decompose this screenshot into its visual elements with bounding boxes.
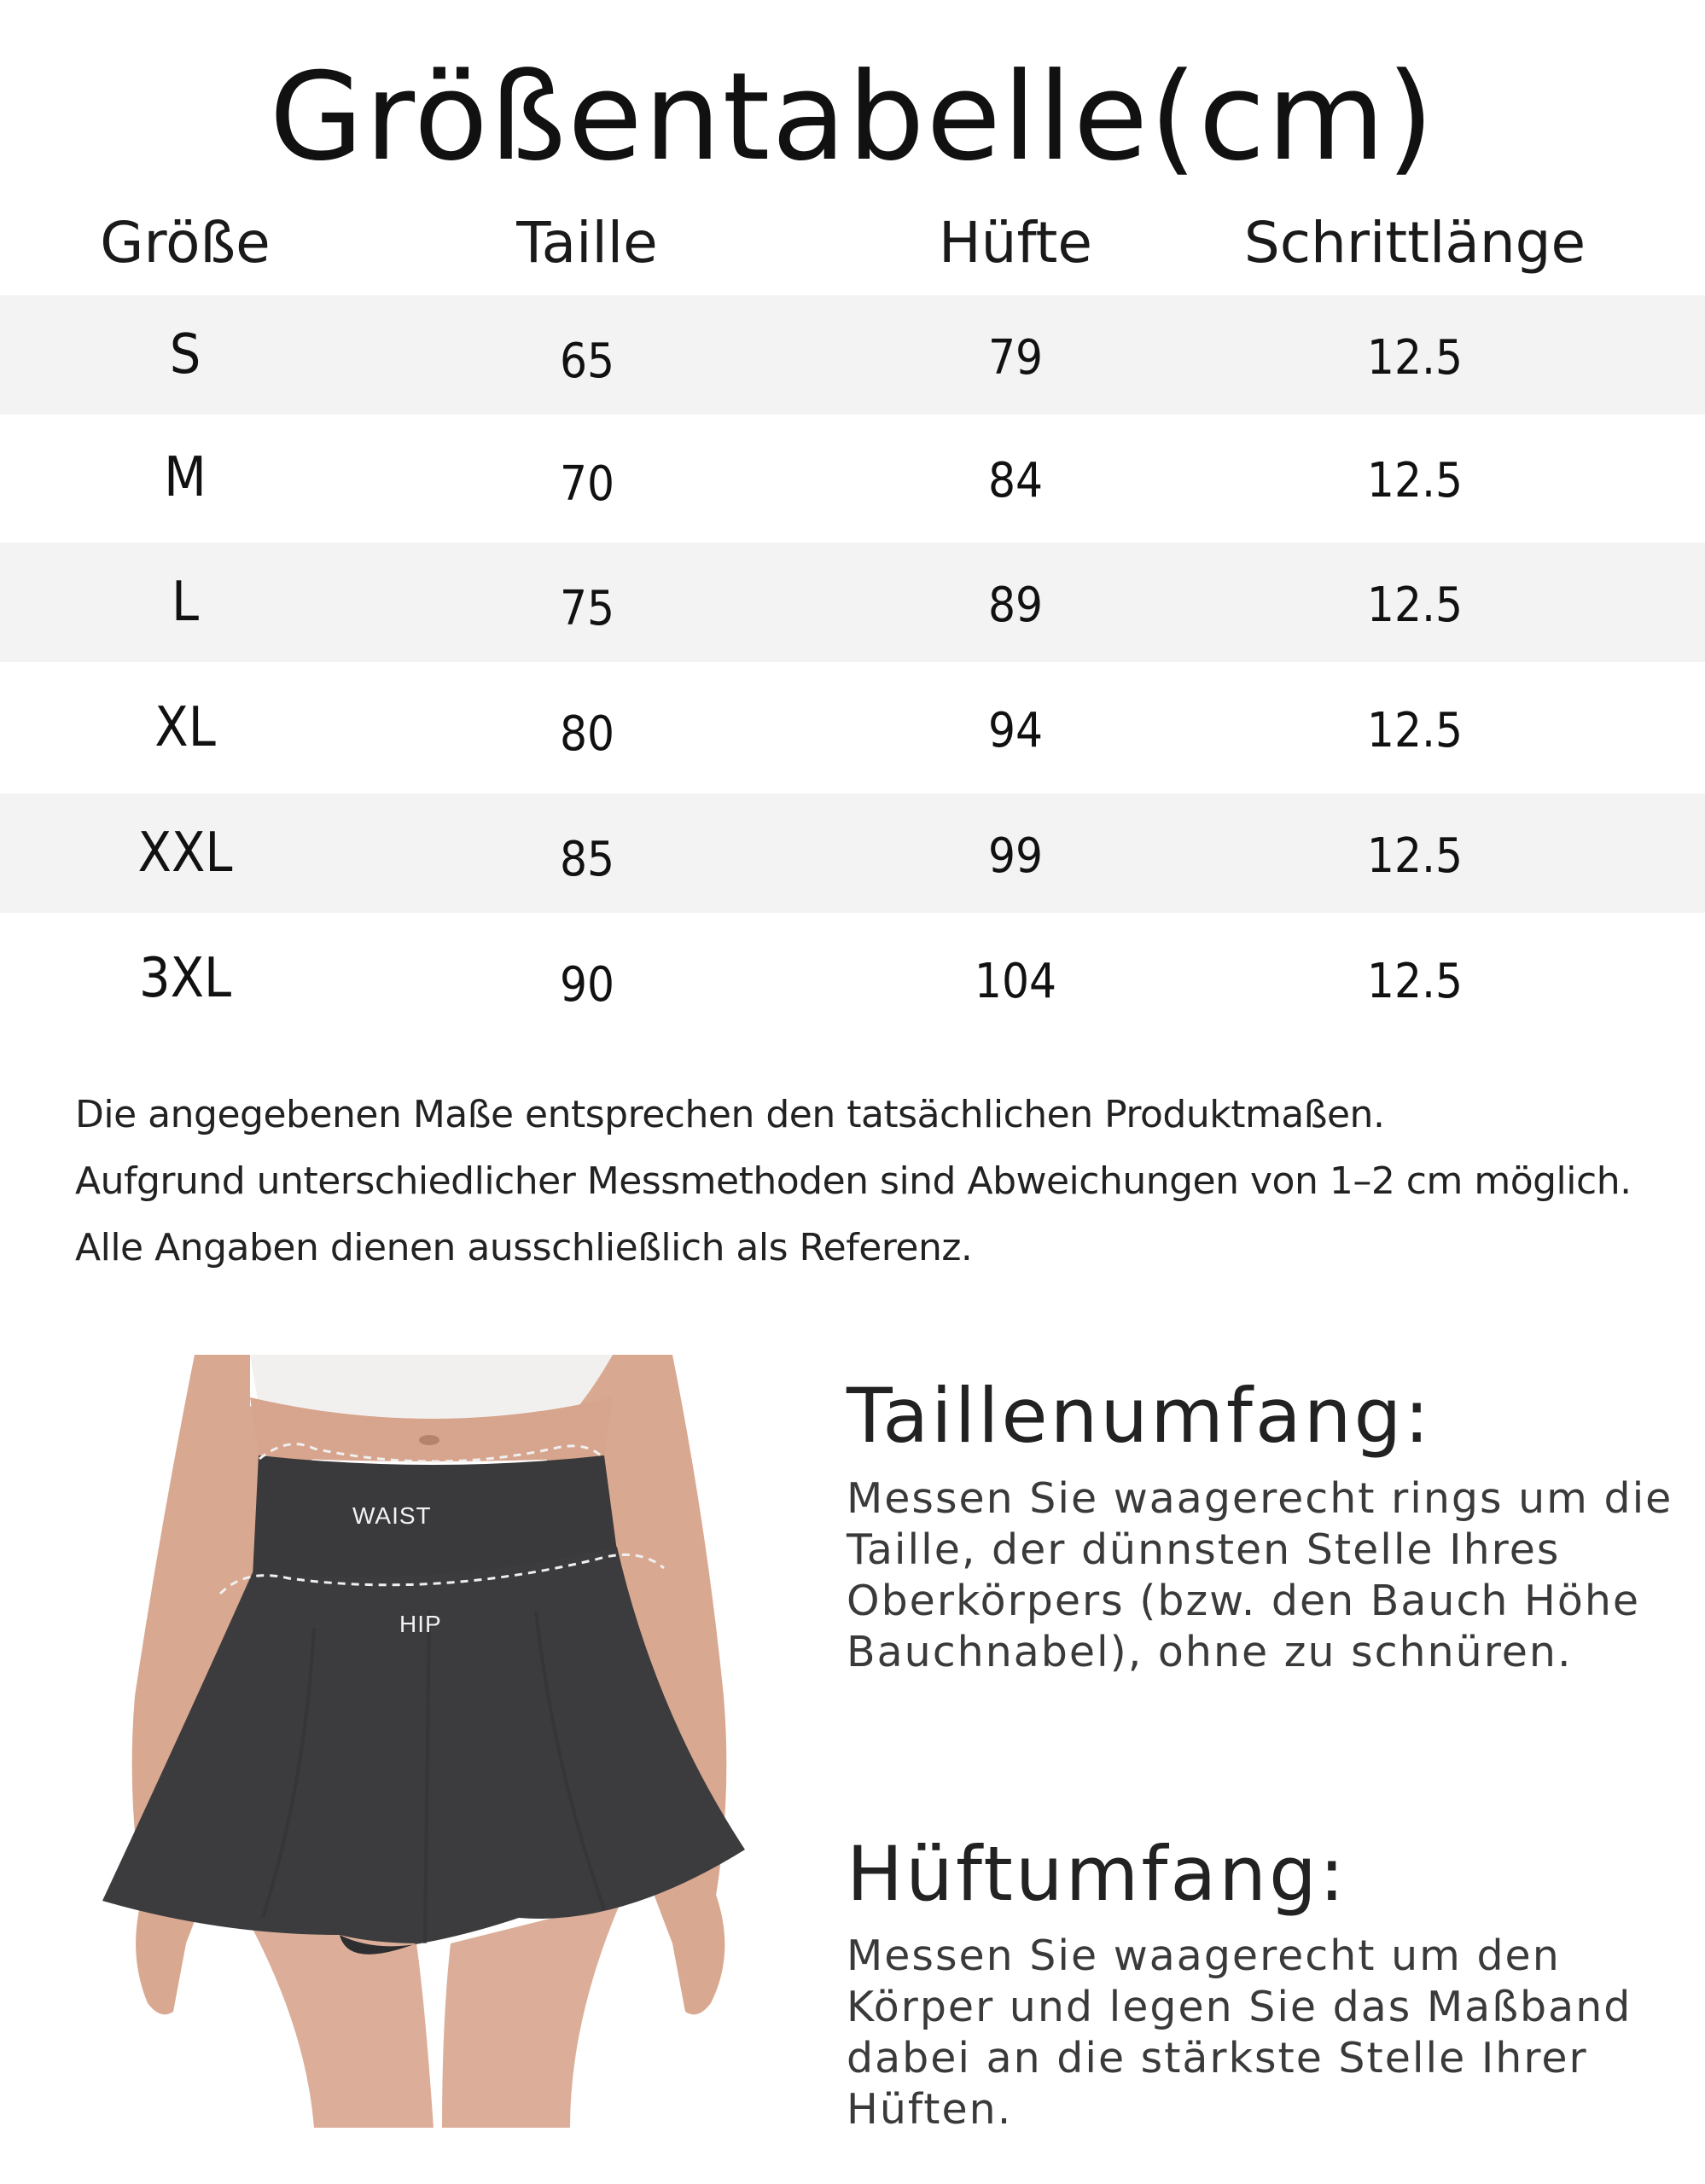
hip-title: Hüftumfang: <box>847 1830 1347 1918</box>
note-line: Aufgrund unterschiedlicher Messmethoden sind Abweichungen von 1–2 cm möglich. <box>75 1159 1632 1203</box>
inseam-cell: 12.5 <box>1366 578 1464 633</box>
table-row <box>0 668 1705 787</box>
hip-text-line: Messen Sie waagerecht um den <box>847 1931 1561 1980</box>
waist-cell: 85 <box>559 832 615 887</box>
table-row <box>0 543 1705 662</box>
note-line: Die angegebenen Maße entsprechen den tatsächlichen Produktmaßen. <box>75 1093 1385 1136</box>
page-title: Größentabelle(cm) <box>269 47 1436 188</box>
header-size: Größe <box>100 210 271 276</box>
navel-shape <box>419 1435 439 1445</box>
table-row <box>0 919 1705 1038</box>
size-cell: S <box>169 323 201 386</box>
waist-text-line: Messen Sie waagerecht rings um die <box>847 1474 1673 1523</box>
size-cell: 3XL <box>138 947 232 1010</box>
hip-text-line: Hüften. <box>847 2085 1013 2134</box>
header-inseam: Schrittlänge <box>1243 210 1586 276</box>
header-hip: Hüfte <box>938 210 1093 276</box>
waist-label: WAIST <box>352 1502 432 1529</box>
inseam-cell: 12.5 <box>1366 828 1464 884</box>
table-row <box>0 793 1705 913</box>
waist-description <box>847 1473 1683 1678</box>
hip-cell: 79 <box>987 330 1044 386</box>
table-row <box>0 418 1705 537</box>
size-cell: XXL <box>137 822 233 885</box>
waist-cell: 75 <box>559 581 615 636</box>
size-cell: L <box>171 571 200 634</box>
size-cell: XL <box>154 696 216 759</box>
hip-description <box>847 1931 1683 2135</box>
hip-cell: 94 <box>987 703 1044 758</box>
hip-cell: 84 <box>987 453 1044 508</box>
waist-cell: 70 <box>559 456 615 512</box>
waist-text-line: Taille, der dünnsten Stelle Ihres <box>847 1525 1561 1574</box>
inseam-cell: 12.5 <box>1366 330 1464 386</box>
inseam-cell: 12.5 <box>1366 453 1464 508</box>
waist-cell: 65 <box>559 334 615 389</box>
skirt-illustration <box>92 1355 766 2128</box>
waist-text-line: Oberkörpers (bzw. den Bauch Höhe <box>847 1577 1641 1625</box>
hip-cell: 104 <box>974 954 1057 1009</box>
header-waist: Taille <box>516 210 658 276</box>
hip-text-line: Körper und legen Sie das Maßband <box>847 1983 1632 2031</box>
inseam-cell: 12.5 <box>1366 954 1464 1009</box>
waist-title: Taillenumfang: <box>847 1372 1433 1460</box>
hip-cell: 99 <box>987 828 1044 884</box>
hip-label: HIP <box>399 1611 442 1637</box>
table-row <box>0 295 1705 415</box>
waist-cell: 80 <box>559 706 615 762</box>
note-line: Alle Angaben dienen ausschließlich als Referenz. <box>75 1226 973 1269</box>
waist-text-line: Bauchnabel), ohne zu schnüren. <box>847 1628 1573 1676</box>
hip-text-line: dabei an die stärkste Stelle Ihrer <box>847 2034 1588 2082</box>
waist-cell: 90 <box>559 957 615 1013</box>
size-cell: M <box>164 446 207 509</box>
table-header <box>0 200 1705 286</box>
hip-cell: 89 <box>987 578 1044 633</box>
inseam-cell: 12.5 <box>1366 703 1464 758</box>
